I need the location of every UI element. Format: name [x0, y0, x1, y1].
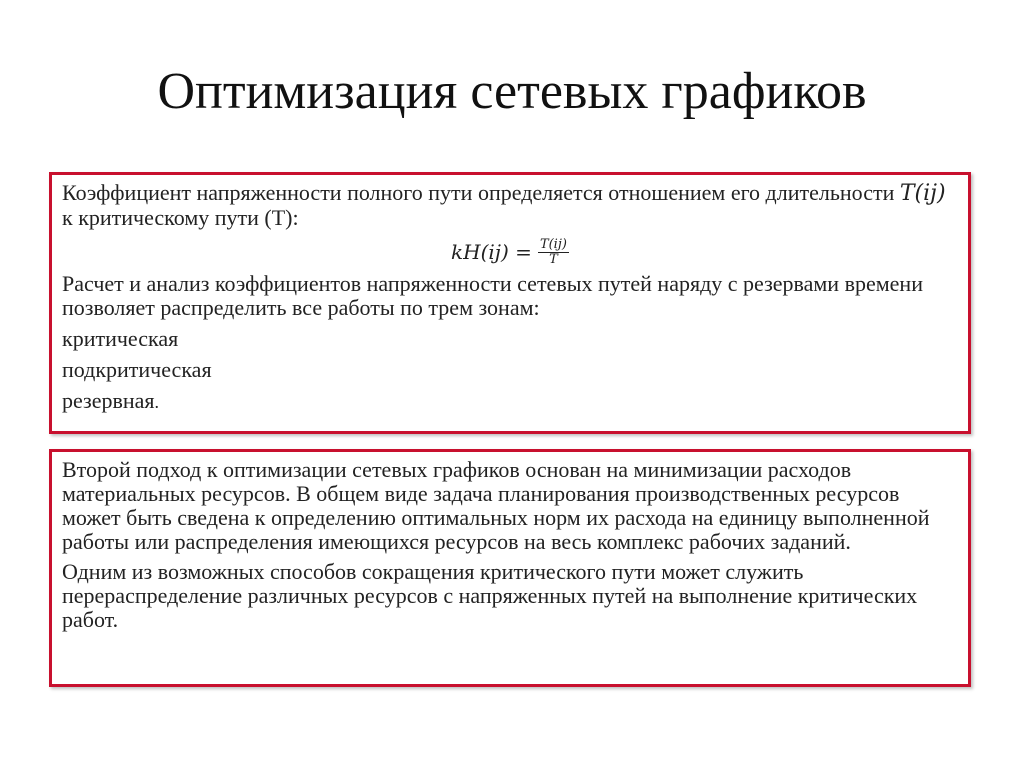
definition-paragraph: [62, 181, 958, 230]
definition-text-start: Коэффициент напряженности полного пути определяется отношением его длительности: [62, 180, 900, 205]
formula-numerator: T(ij): [539, 236, 567, 252]
zone-item-critical: критическая: [62, 326, 179, 351]
resources-box: [49, 449, 971, 687]
redistribution-paragraph: Одним из возможных способов сокращения критического пути может служить перераспределение различных ресурсов с напряженных путей на выполнение критических работ.: [62, 559, 918, 632]
zone-reserve-period: .: [154, 392, 160, 412]
definition-box: [49, 172, 971, 434]
slide-title: Оптимизация сетевых графиков: [157, 63, 867, 120]
formula-fraction: [538, 238, 569, 267]
formula-lhs: kH(ij) =: [451, 240, 532, 264]
formula-denominator: T: [549, 251, 558, 267]
definition-text-end: к критическому пути (T):: [62, 205, 299, 230]
resources-paragraph: Второй подход к оптимизации сетевых графиков основан на минимизации расходов материальных ресурсов. В общем виде задача планирования производственных ресурсов может быть сведена к определению оптимальных норм их расхода на единицу выполненной работы или распределения имеющихся ресурсов на весь комплекс рабочих заданий.: [62, 457, 930, 554]
zone-item-subcritical: подкритическая: [62, 357, 212, 382]
path-duration-symbol: T(ij): [899, 181, 946, 206]
tension-coefficient-formula: [62, 232, 958, 272]
analysis-paragraph: Расчет и анализ коэффициентов напряженности сетевых путей наряду с резервами времени позволяет распределить все работы по трем зонам:: [62, 271, 923, 320]
zone-item-reserve: [62, 382, 958, 414]
zone-reserve-label: резервная: [62, 388, 155, 413]
